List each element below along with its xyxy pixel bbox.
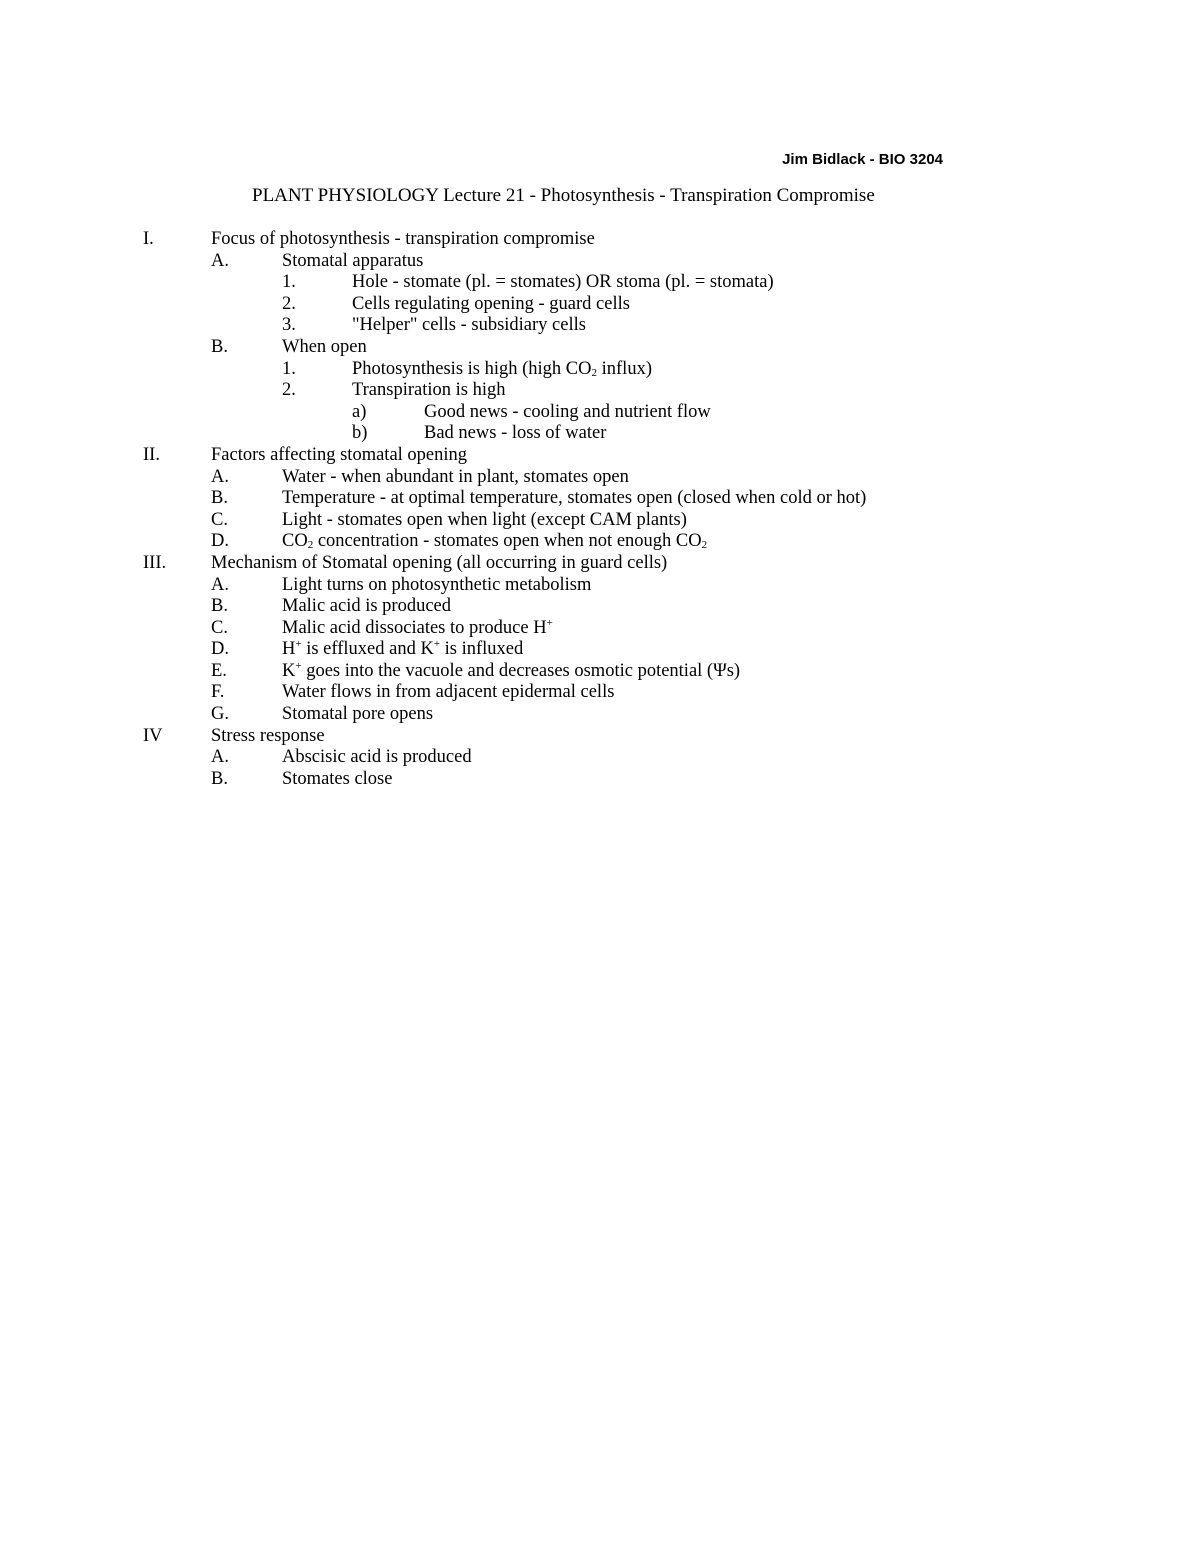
item-text (282, 639, 523, 661)
item-letter: B. (211, 596, 228, 617)
section-heading: Factors affecting stomatal opening (211, 444, 468, 465)
subitem-text (352, 359, 652, 381)
text-part: K (282, 660, 296, 681)
item-text: Temperature - at optimal temperature, stomates open (closed when cold or hot) (282, 488, 867, 509)
item-letter: B. (211, 768, 228, 789)
item-text: Light - stomates open when light (except CAM plants) (282, 509, 687, 530)
text-part: concentration - stomates open when not enough CO (313, 531, 702, 552)
section-numeral: II. (143, 444, 160, 465)
text-part: influx) (597, 358, 652, 379)
item-text: Stomatal apparatus (282, 250, 424, 271)
item-text: When open (282, 336, 367, 357)
text-part: is influxed (440, 639, 524, 660)
outline-item (0, 682, 1200, 704)
subscript: 2 (307, 539, 314, 552)
outline-subsubitem (0, 423, 1200, 445)
item-text: Light turns on photosynthetic metabolism (282, 574, 592, 595)
item-letter: B. (211, 336, 228, 357)
subitem-number: 1. (282, 272, 296, 293)
item-letter: A. (211, 574, 229, 595)
section-heading: Mechanism of Stomatal opening (all occurring in guard cells) (211, 552, 668, 573)
superscript: + (433, 638, 441, 651)
outline-item (0, 704, 1200, 726)
item-text: Abscisic acid is produced (282, 747, 472, 768)
text-part: is effluxed and K (301, 639, 434, 660)
outline-section-3 (0, 553, 1200, 575)
item-letter: D. (211, 639, 229, 660)
superscript: + (546, 616, 553, 629)
outline-subitem (0, 359, 1200, 381)
item-letter: E. (211, 660, 227, 681)
outline-item (0, 639, 1200, 661)
subscript: 2 (591, 366, 597, 379)
subitem-number: 2. (282, 293, 296, 314)
item-letter: A. (211, 466, 229, 487)
section-heading: Stress response (211, 725, 325, 746)
outline-section-4 (0, 726, 1200, 748)
outline-item (0, 747, 1200, 769)
author-course-header: Jim Bidlack - BIO 3204 (782, 151, 943, 168)
item-letter: A. (211, 250, 229, 271)
item-letter: B. (211, 488, 228, 509)
section-numeral: III. (143, 552, 167, 573)
outline-subitem (0, 272, 1200, 294)
outline-subsubitem (0, 402, 1200, 424)
item-letter: F. (211, 682, 225, 703)
outline-item (0, 769, 1200, 791)
subitem-number: 2. (282, 380, 296, 401)
outline-item (0, 251, 1200, 273)
item-text (282, 661, 740, 683)
item-text: Stomatal pore opens (282, 704, 434, 725)
text-part: Photosynthesis is high (high CO (352, 358, 592, 379)
subsubitem-text: Good news - cooling and nutrient flow (424, 401, 711, 422)
outline-section-2 (0, 445, 1200, 467)
outline-item (0, 575, 1200, 597)
outline-section-1 (0, 229, 1200, 251)
outline-item (0, 618, 1200, 640)
item-text: Water flows in from adjacent epidermal cells (282, 682, 615, 703)
text-part: H (282, 639, 296, 660)
subscript: 2 (701, 539, 708, 552)
item-letter: C. (211, 617, 228, 638)
item-letter: A. (211, 747, 229, 768)
subitem-text: Transpiration is high (352, 380, 506, 401)
superscript: + (295, 638, 302, 651)
subitem-number: 3. (282, 315, 296, 336)
outline-item (0, 488, 1200, 510)
outline-item (0, 661, 1200, 683)
section-heading: Focus of photosynthesis - transpiration compromise (211, 229, 595, 249)
subsubitem-letter: a) (352, 401, 367, 422)
outline-item (0, 337, 1200, 359)
outline-item (0, 467, 1200, 489)
item-text: Malic acid is produced (282, 596, 452, 617)
item-text (282, 531, 707, 553)
section-numeral: I. (143, 229, 154, 249)
outline-item (0, 596, 1200, 618)
subitem-text: Hole - stomate (pl. = stomates) OR stoma (pl. = stomata) (352, 272, 774, 293)
outline-subitem (0, 315, 1200, 337)
lecture-title: PLANT PHYSIOLOGY Lecture 21 - Photosynthesis - Transpiration Compromise (252, 185, 875, 206)
superscript: + (295, 659, 302, 672)
lecture-outline (0, 229, 1200, 790)
outline-subitem (0, 380, 1200, 402)
subitem-number: 1. (282, 358, 296, 379)
subsubitem-letter: b) (352, 423, 368, 444)
item-letter: D. (211, 531, 229, 552)
outline-item (0, 510, 1200, 532)
text-part: Malic acid dissociates to produce H (282, 617, 547, 638)
item-text (282, 618, 553, 640)
outline-subitem (0, 294, 1200, 316)
outline-item (0, 531, 1200, 553)
item-letter: C. (211, 509, 228, 530)
item-text: Water - when abundant in plant, stomates open (282, 466, 629, 487)
item-text: Stomates close (282, 768, 393, 789)
item-letter: G. (211, 704, 229, 725)
text-part: goes into the vacuole and decreases osmotic potential (Ψs) (301, 660, 741, 681)
subitem-text: Cells regulating opening - guard cells (352, 293, 630, 314)
subsubitem-text: Bad news - loss of water (424, 423, 607, 444)
subitem-text: "Helper" cells - subsidiary cells (352, 315, 586, 336)
text-part: CO (282, 531, 308, 552)
section-numeral: IV (143, 725, 163, 746)
